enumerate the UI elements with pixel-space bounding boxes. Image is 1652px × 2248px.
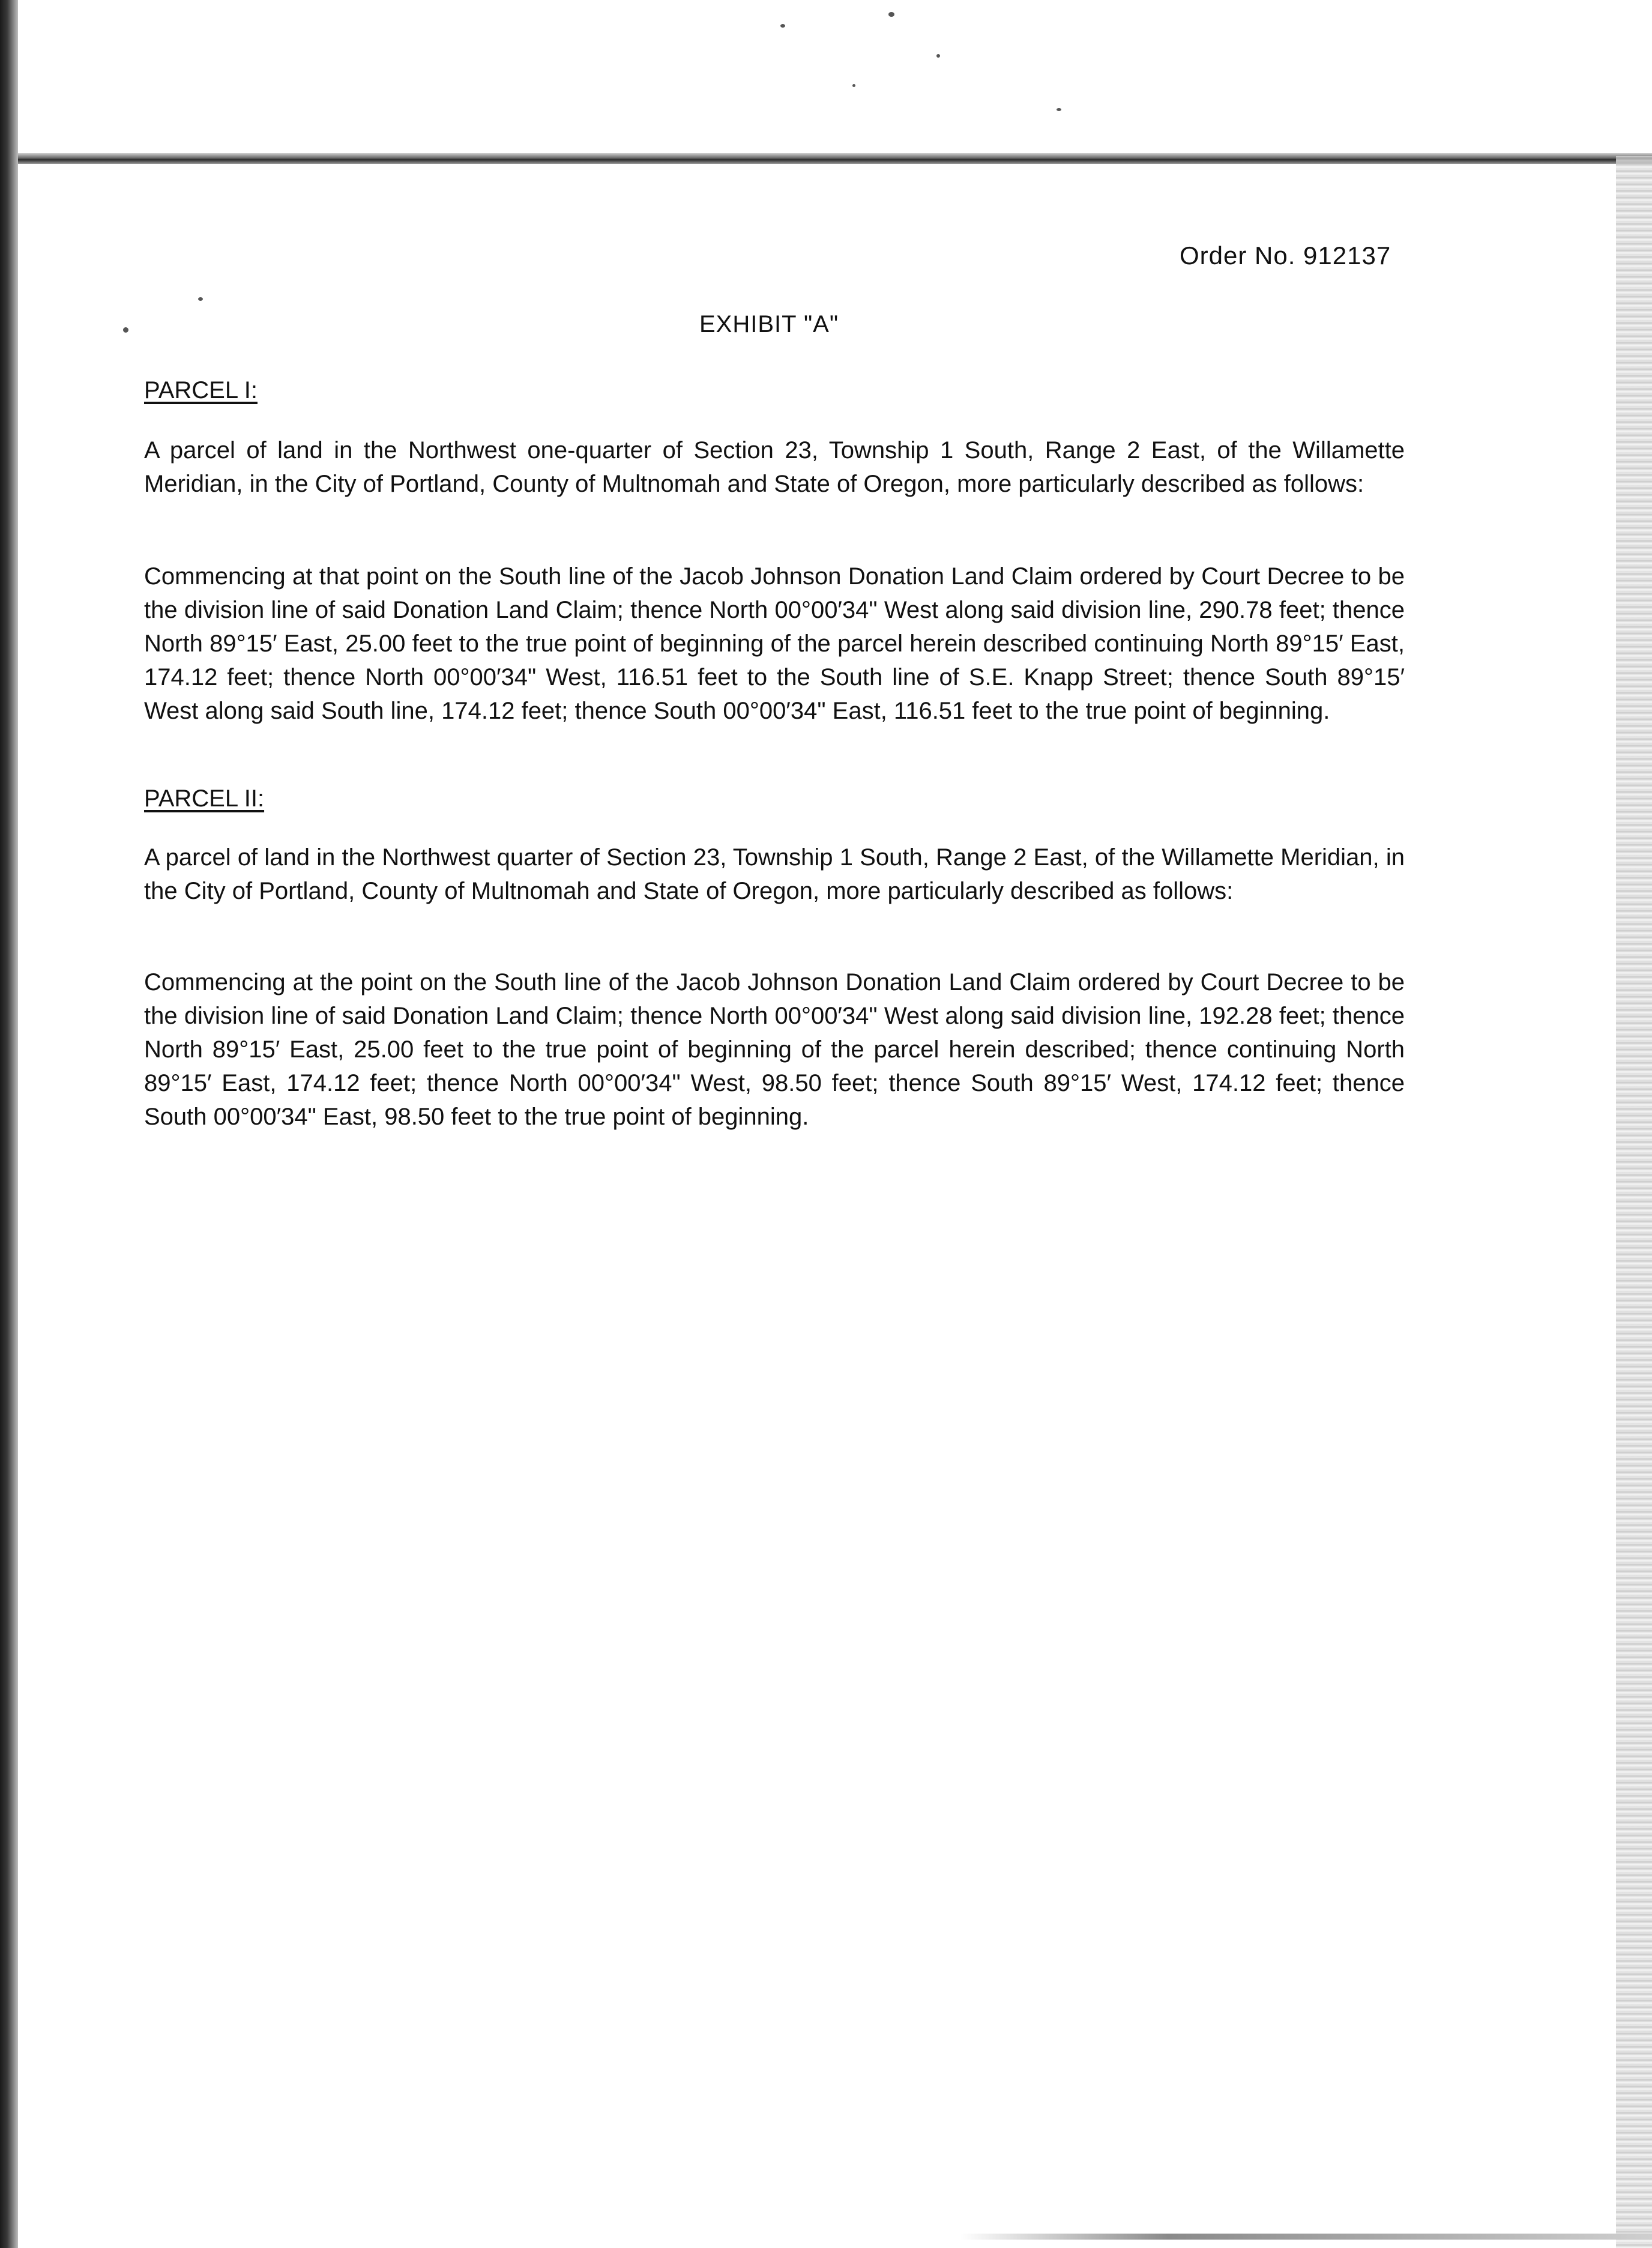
scan-speck	[780, 24, 785, 28]
scan-speck	[198, 297, 203, 301]
parcel-2-heading: PARCEL II:	[144, 785, 265, 812]
scan-top-margin	[0, 0, 1652, 162]
parcel-1-legal-description: Commencing at that point on the South line of the Jacob Johnson Donation Land Claim ordered by Court Decree to be the division line of said Donation Land Claim; thence North 00°00′34" West along said division line, 290.78 feet; thence North 89°15′ East, 25.00 feet to the true point of beginning of the parcel herein described continuing North 89°15′ East, 174.12 feet; thence North 00°00′34" West, 116.51 feet to the South line of S.E. Knapp Street; thence South 89°15′ West along said South line, 174.12 feet; thence South 00°00′34" East, 116.51 feet to the true point of beginning.	[144, 563, 1405, 724]
scan-speck	[123, 327, 128, 333]
scan-speck	[1057, 108, 1061, 111]
scan-speck	[936, 54, 940, 58]
parcel-1-description: A parcel of land in the Northwest one-quarter of Section 23, Township 1 South, Range 2 East, of the Willamette Meridian, in the City of Portland, County of Multnomah and State of Oregon, more particularly described as follows:	[144, 437, 1405, 497]
scan-left-edge	[0, 0, 18, 2248]
scan-speck	[888, 12, 894, 17]
scan-bottom-edge	[960, 2234, 1652, 2240]
parcel-2-description: A parcel of land in the Northwest quarter of Section 23, Township 1 South, Range 2 East, of the Willamette Meridian, in the City of Portland, County of Multnomah and State of Oregon, more particularly described as follows:	[144, 844, 1405, 904]
order-number: Order No. 912137	[1180, 241, 1391, 270]
exhibit-title: EXHIBIT "A"	[699, 311, 839, 337]
scan-right-edge	[1616, 156, 1652, 2248]
scan-top-edge	[0, 153, 1652, 164]
parcel-2-legal-description: Commencing at the point on the South line of the Jacob Johnson Donation Land Claim ordered by Court Decree to be the division line of said Donation Land Claim; thence North 00°00′34" West along said division line, 192.28 feet; thence North 89°15′ East, 25.00 feet to the true point of beginning of the parcel herein described; thence continuing North 89°15′ East, 174.12 feet; thence North 00°00′34" West, 98.50 feet; thence South 89°15′ West, 174.12 feet; thence South 00°00′34" East, 98.50 feet to the true point of beginning.	[144, 969, 1405, 1130]
scan-speck	[852, 84, 855, 87]
parcel-1-heading: PARCEL I:	[144, 377, 258, 403]
